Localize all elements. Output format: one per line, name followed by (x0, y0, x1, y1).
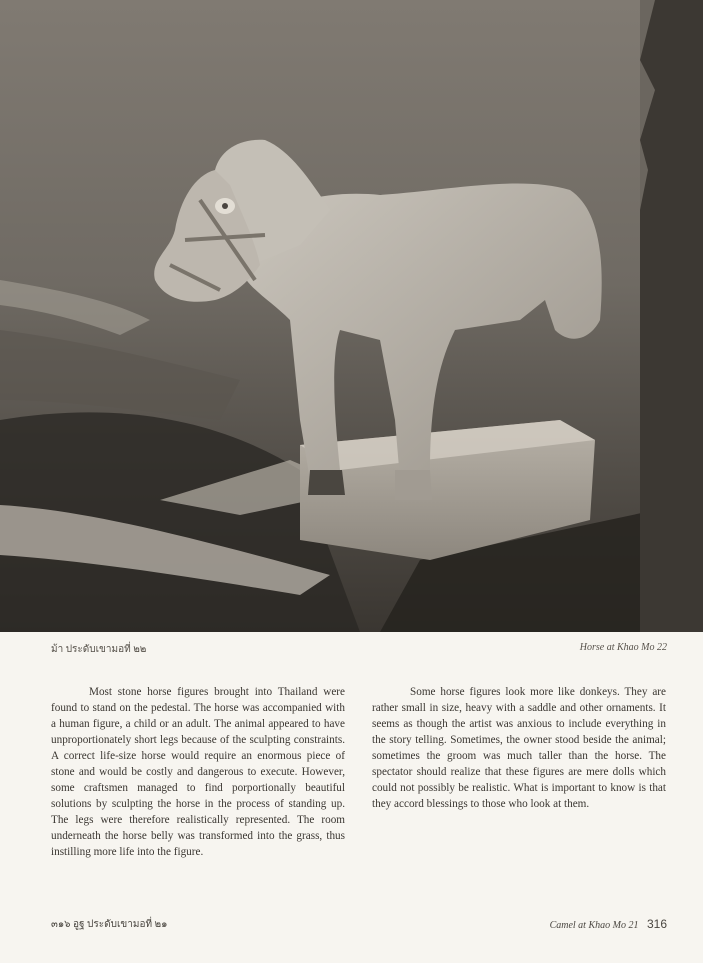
body-column-left (51, 684, 345, 860)
caption-english: Horse at Khao Mo 22 (579, 642, 667, 653)
footer-english (550, 917, 667, 931)
caption-thai: ม้า ประดับเขามอที่ ๒๒ (51, 644, 147, 655)
paragraph: Some horse figures look more like donkeys. They are rather small in size, heavy with a saddle and other ornaments. It seems as though the artist was anxious to include everything in the story telling. Sometimes, the owner stood beside the animal; sometimes the groom was much taller than the horse. The spectator should realize that these figures are mere dolls which could not possibly be realistic. What is important to know is that they accord blessings to those who look at them. (372, 686, 666, 810)
paragraph: Most stone horse figures brought into Thailand were found to stand on the pedestal. The horse was accompanied with a human figure, a child or an adult. The animal appeared to have unproportionately short legs because of the sculpting constraints. A correct life-size horse would require an enormous piece of stone and would be costly and dangerous to execute. However, some craftsmen managed to find porportionally beautiful solutions by sculpting the horse in the process of standing up. The legs were therefore realistically represented. The room underneath the horse belly was transformed into the grass, thus instilling more life into the figure. (51, 686, 345, 858)
page-number: 316 (646, 917, 667, 931)
body-column-right (372, 684, 666, 812)
footer-thai: ๓๑๖ อูฐ ประดับเขามอที่ ๒๑ (51, 919, 168, 930)
footer-caption: Camel at Khao Mo 21 (549, 920, 639, 931)
